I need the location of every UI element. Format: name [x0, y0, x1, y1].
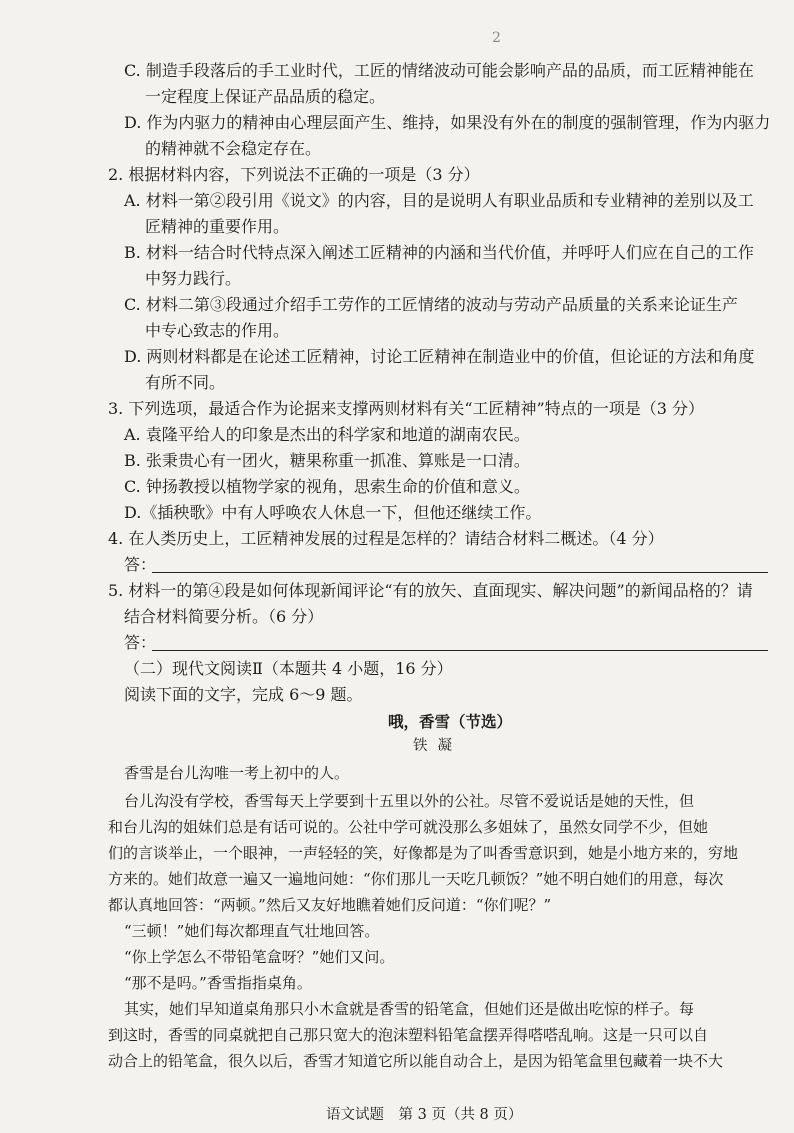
section2-heading: （二）现代文阅读Ⅱ（本题共 4 小题，16 分）: [124, 659, 453, 678]
q1-option-d-line2: 的精神就不会稳定存在。: [145, 139, 322, 158]
story-p6-line3: 动合上的铅笔盒，很久以后，香雪才知道它所以能自动合上，是因为铅笔盒里包藏着一块不大: [108, 1052, 724, 1070]
q3-option-a: A. 袁隆平给人的印象是杰出的科学家和地道的湖南农民。: [124, 425, 530, 444]
q2-option-c-line1: C. 材料二第③段通过介绍手工劳作的工匠情绪的波动与劳动产品质量的关系来论证生产: [124, 295, 738, 314]
q2-option-a-line2: 匠精神的重要作用。: [145, 217, 290, 236]
story-p2-line2: 和台儿沟的姐妹们总是有话可说的。公社中学可就没那么多姐妹了，虽然女同学不少，但她: [108, 818, 709, 836]
q3-option-b: B. 张秉贵心有一团火，糖果称重一抓准、算账是一口清。: [124, 451, 530, 470]
q4-answer-label: 答：: [124, 555, 157, 574]
q5-answer-label: 答：: [124, 633, 157, 652]
story-p5: “那不是吗。”香雪指指桌角。: [124, 974, 312, 992]
q5-answer-line[interactable]: [152, 650, 768, 651]
q2-stem: 2. 根据材料内容，下列说法不正确的一项是（3 分）: [108, 165, 480, 184]
q3-option-c: C. 钟扬教授以植物学家的视角，思索生命的价值和意义。: [124, 477, 530, 496]
story-p2-line4: 方来的。她们故意一遍又一遍地问她：“你们那儿一天吃几顿饭？”她不明白她们的用意，每次: [108, 870, 724, 888]
q5-stem-line2: 结合材料简要分析。（6 分）: [124, 607, 324, 626]
q4-answer-line[interactable]: [152, 572, 768, 573]
q1-option-d-line1: D. 作为内驱力的精神由心理层面产生、维持，如果没有外在的制度的强制管理，作为内驱力: [124, 113, 771, 132]
story-author: 铁凝: [413, 738, 462, 754]
q1-option-c-line2: 一定程度上保证产品品质的稳定。: [145, 87, 386, 106]
q3-option-d: D.《插秧歌》中有人呼唤农人休息一下，但他还继续工作。: [124, 503, 542, 522]
q2-option-d-line1: D. 两则材料都是在论述工匠精神，讨论工匠精神在制造业中的价值，但论证的方法和角度: [124, 347, 755, 366]
q2-option-d-line2: 有所不同。: [145, 373, 226, 392]
story-p2-line5: 都认真地回答：“两顿。”然后又友好地瞧着她们反问道：“你们呢？”: [108, 896, 552, 914]
story-p2-line1: 台儿沟没有学校，香雪每天上学要到十五里以外的公社。尽管不爱说话是她的天性，但: [124, 792, 695, 810]
q2-option-c-line2: 中专心致志的作用。: [145, 321, 290, 340]
story-p4: “你上学怎么不带铅笔盒呀？”她们又问。: [124, 948, 395, 966]
story-p2-line3: 们的言谈举止，一个眼神，一声轻轻的笑，好像都是为了叫香雪意识到，她是小地方来的，穷地: [108, 844, 739, 862]
story-title: 哦，香雪（节选）: [388, 712, 513, 731]
story-p6-line2: 到这时，香雪的同桌就把自己那只宽大的泡沫塑料铅笔盒摆弄得嗒嗒乱响。这是一只可以自: [108, 1026, 709, 1044]
q1-option-c-line1: C. 制造手段落后的手工业时代，工匠的情绪波动可能会影响产品的品质，而工匠精神能在: [124, 61, 754, 80]
story-p6-line1: 其实，她们早知道桌角那只小木盒就是香雪的铅笔盒，但她们还是做出吃惊的样子。每: [124, 1000, 695, 1018]
story-p1: 香雪是台儿沟唯一考上初中的人。: [124, 764, 350, 782]
page-top-mark: 2: [492, 30, 501, 46]
story-p3: “三顿！”她们每次都理直气壮地回答。: [124, 922, 380, 940]
section2-instruction: 阅读下面的文字，完成 6～9 题。: [124, 685, 363, 704]
q2-option-b-line2: 中努力践行。: [145, 269, 242, 288]
page-footer: 语文试题 第 3 页（共 8 页）: [326, 1107, 523, 1123]
q3-stem: 3. 下列选项，最适合作为论据来支撑两则材料有关“工匠精神”特点的一项是（3 分）: [108, 399, 704, 418]
q4-stem: 4. 在人类历史上，工匠精神发展的过程是怎样的？请结合材料二概述。（4 分）: [108, 529, 664, 548]
q5-stem-line1: 5. 材料一的第④段是如何体现新闻评论“有的放矢、直面现实、解决问题”的新闻品格的？请: [108, 581, 753, 600]
q2-option-b-line1: B. 材料一结合时代特点深入阐述工匠精神的内涵和当代价值，并呼吁人们应在自己的工作: [124, 243, 754, 262]
q2-option-a-line1: A. 材料一第②段引用《说文》的内容，目的是说明人有职业品质和专业精神的差别以及工: [124, 191, 754, 210]
